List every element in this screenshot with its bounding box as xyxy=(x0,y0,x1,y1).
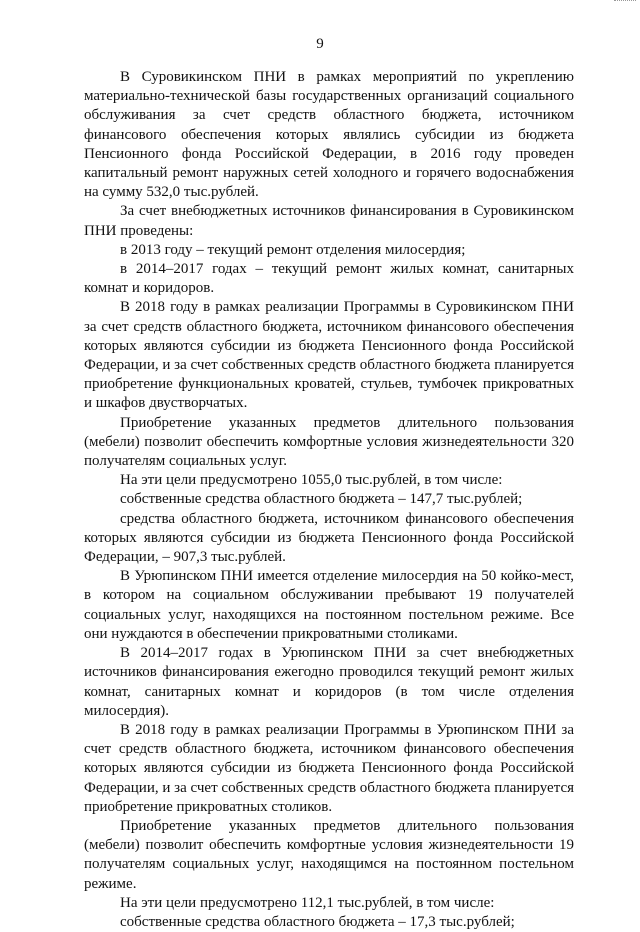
paragraph: Приобретение указанных предметов длительного пользования (мебели) позволит обеспечить комфортные условия жизнедеятельности 19 получателям социальных услуг, находящимся на постоянном постельном режиме. xyxy=(84,817,574,892)
paragraph: собственные средства областного бюджета – 17,3 тыс.рублей; xyxy=(120,913,515,930)
paragraph: средства областного бюджета, источником финансового обеспечения которых являются субсидии из бюджета Пенсионного фонда Российской Федерации, – 907,3 тыс.рублей. xyxy=(84,510,574,566)
paragraph: В 2014–2017 годах в Урюпинском ПНИ за счет внебюджетных источников финансирования ежегодно проводился текущий ремонт жилых комнат, санитарных комнат и коридоров (в том числе отделения милосердия). xyxy=(84,645,574,719)
page-number: 9 xyxy=(316,36,324,52)
paragraph: На эти цели предусмотрено 112,1 тыс.рублей, в том числе: xyxy=(120,894,495,911)
paragraph: в 2014–2017 годах – текущий ремонт жилых комнат, санитарных комнат и коридоров. xyxy=(84,261,574,297)
paragraph: собственные средства областного бюджета – 147,7 тыс.рублей; xyxy=(120,491,523,508)
paragraph: В Урюпинском ПНИ имеется отделение милосердия на 50 койко-мест, в котором на социальном обслуживании пребывают 19 получателей социальных услуг, находящихся на постоянном постельном режиме. Все они нуждаются в обеспечении прикроватными столиками. xyxy=(84,568,574,642)
paragraph: На эти цели предусмотрено 1055,0 тыс.рублей, в том числе: xyxy=(120,472,503,489)
paragraph: За счет внебюджетных источников финансирования в Суровикинском ПНИ проведены: xyxy=(84,203,574,239)
paragraph: В Суровикинском ПНИ в рамках мероприятий по укреплению материально-технической базы государственных организаций социального обслуживания за счет средств областного бюджета, источником финансового обеспечения которых являлись субсидии из бюджета Пенсионного фонда Российской Федерации, в 2016 году проведен капитальный ремонт наружных сетей холодного и горячего водоснабжения на сумму 532,0 тыс.рублей. xyxy=(84,69,574,201)
paragraph: В 2018 году в рамках реализации Программы в Суровикинском ПНИ за счет средств областного бюджета, источником финансового обеспечения которых являются субсидии из бюджета Пенсионного фонда Российской Федерации, и за счет собственных средств областного бюджета планируется приобретение функциональных кроватей, стульев, тумбочек прикроватных и шкафов двустворчатых. xyxy=(84,299,574,412)
paragraph: В 2018 году в рамках реализации Программы в Урюпинском ПНИ за счет средств областного бюджета, источником финансового обеспечения которых являются субсидии из бюджета Пенсионного фонда Российской Федерации, и за счет собственных средств областного бюджета планируется приобретение прикроватных столиков. xyxy=(84,721,574,815)
corner-mark xyxy=(614,0,636,2)
paragraph: в 2013 году – текущий ремонт отделения милосердия; xyxy=(120,241,466,258)
paragraph: Приобретение указанных предметов длительного пользования (мебели) позволит обеспечить комфортные условия жизнедеятельности 320 получателям социальных услуг. xyxy=(84,414,574,470)
body-text xyxy=(84,68,574,932)
